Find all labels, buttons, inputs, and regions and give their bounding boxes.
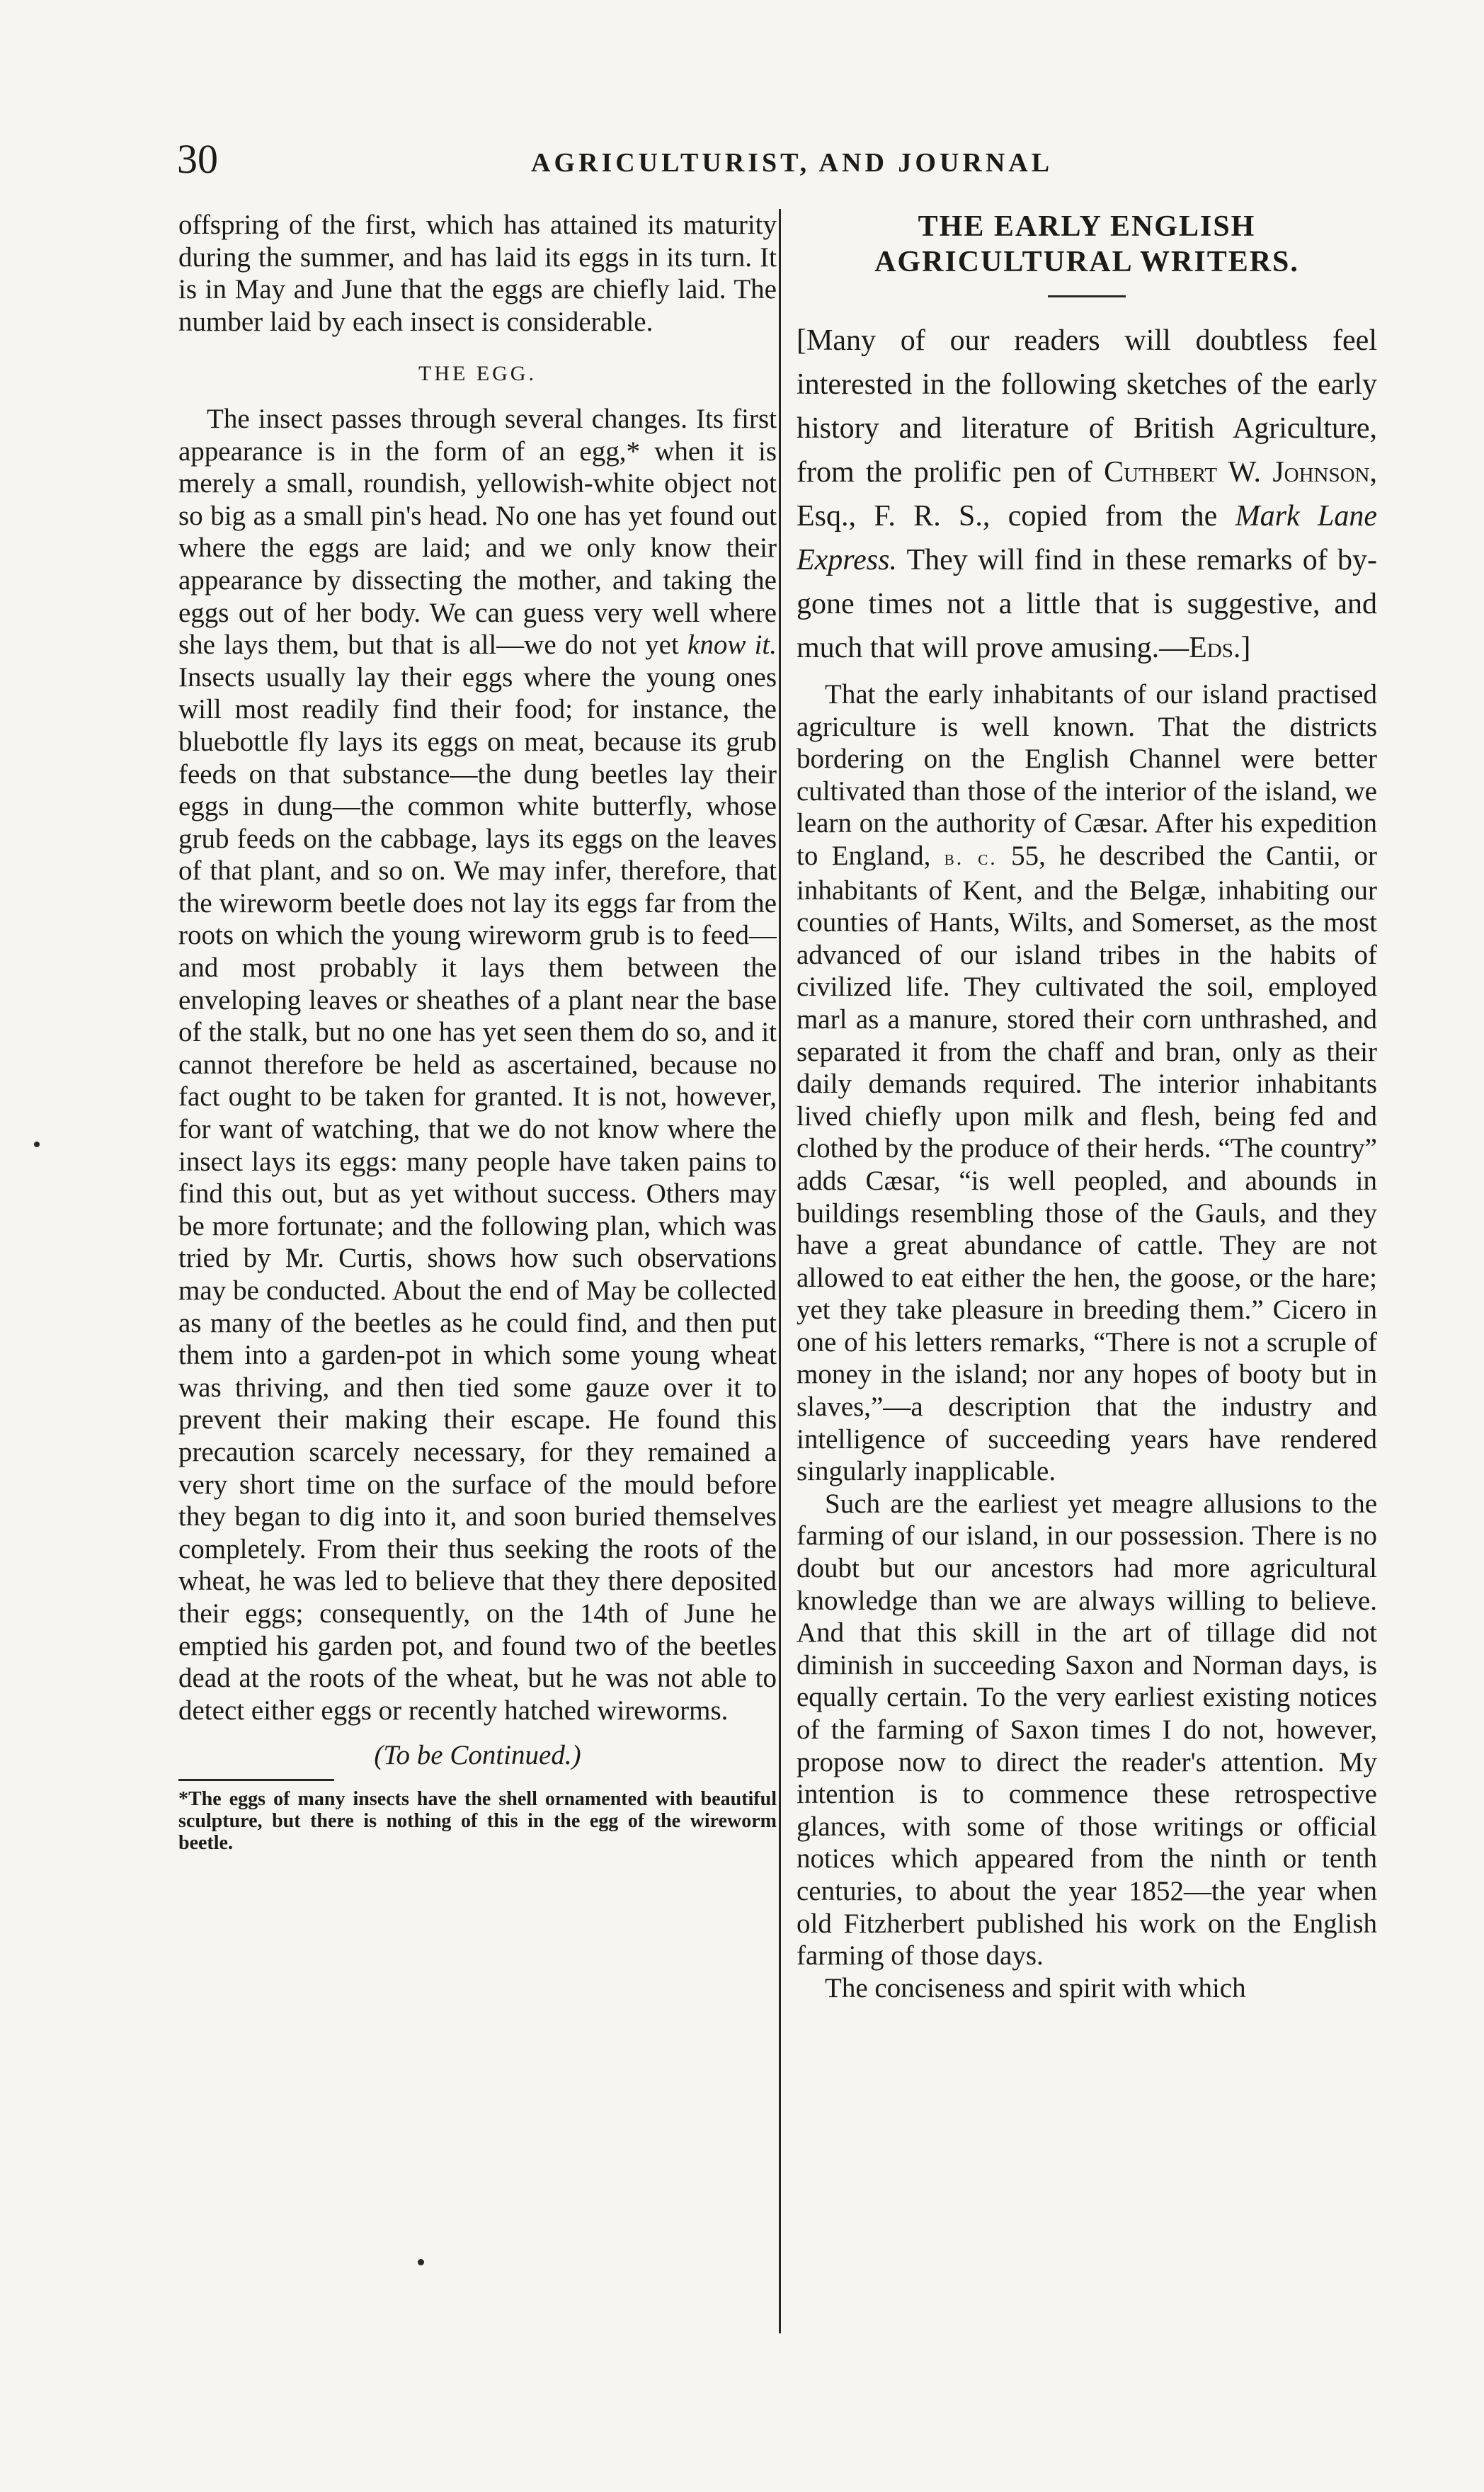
- title-rule: [1048, 295, 1126, 297]
- right-paragraph-3: The conciseness and spirit with which: [825, 1972, 1246, 2003]
- right-paragraph-1: [797, 678, 1377, 1488]
- note-author: Cuthbert W. Johnson: [1104, 456, 1370, 489]
- column-divider: [779, 209, 781, 2333]
- note-end: ]: [1240, 632, 1251, 664]
- para1-text-b: 55, he described the Cantii, or inhabitants of Kent, and the Belgæ, inhabiting our counties of Hants, Wilts, and Somerset, as the most advanced of our island tribes in the habits of civilized life. They cultivated the soil, employed marl as a manure, stored their corn unthrashed, and separated it from the chaff and bran, only as their daily demands required. The interior inhabitants lived chiefly upon milk and flesh, being fed and clothed by the produce of their herds. “The country” adds Cæsar, “is well peopled, and abounds in buildings resembling those of the Gauls, and they have a great abundance of cattle. They are not allowed to eat either the hen, the goose, or the hare; yet they take pleasure in breeding them.” Cicero in one of his letters remarks, “There is not a scruple of money in the island; nor any hopes of booty but in slaves,”—a description that the industry and intelligence of succeeding years have rendered singularly inapplicable.: [797, 840, 1377, 1487]
- running-head: [177, 138, 1381, 188]
- right-column: [797, 209, 1377, 2369]
- editor-note: [797, 319, 1377, 670]
- note-text-b: , Esq., F. R. S., copied from the: [797, 456, 1377, 533]
- note-text-a: [Many of our readers will doubtless feel interested in the following sketches of the early history and literature of British Agriculture, from the prolific pen of: [797, 324, 1377, 489]
- right-paragraph-2: Such are the earliest yet meagre allusions to the farming of our island, in our possession. There is no doubt but our ancestors had more agricultural knowledge than we are always willing to believe. And that this skill in the art of tillage did not diminish in succeeding Saxon and Norman days, is equally certain. To the very earliest existing notices of the farming of Saxon times I do not, however, propose now to direct the reader's attention. My intention is to commence these retrospective glances, with some of those writings or official notices which appeared from the ninth or tenth centuries, to about the year 1852—the year when old Fitzherbert published his work on the English farming of those days.: [797, 1488, 1377, 1972]
- egg-text-emphasis: know it.: [687, 630, 777, 661]
- para1-bc: b. c.: [944, 846, 998, 870]
- section-heading-egg: THE EGG.: [418, 362, 537, 386]
- ornament-dot: [418, 2259, 424, 2265]
- footnote: *The eggs of many insects have the shell ornamented with beautiful sculpture, but there is nothing of this in the egg of the wireworm beetle.: [178, 1787, 777, 1854]
- para1-text-a: That the early inhabitants of our island practised agriculture is well known. That the districts bordering on the English Channel were better cultivated than those of the interior of the island, we learn on the authority of Cæsar. After his expedition to England,: [797, 679, 1377, 871]
- left-column: [178, 209, 777, 2369]
- note-publication: Mark Lane Express.: [797, 500, 1377, 576]
- left-paragraph-continuation: offspring of the first, which has attained its maturity during the summer, and has laid its eggs in its turn. It is in May and June that the eggs are chiefly laid. The number laid by each insect is considerable.: [178, 210, 777, 337]
- journal-title: AGRICULTURIST, AND JOURNAL: [531, 148, 1054, 178]
- egg-text-b: Insects usually lay their eggs where the young ones will most readily find their food; for instance, the bluebottle fly lays its eggs on meat, because its grub feeds on that substance—the dung beetles lay their eggs in dung—the common white butterfly, whose grub feeds on the cabbage, lays its eggs on the leaves of that plant, and so on. We may infer, therefore, that the wireworm beetle does not lay its eggs far from the roots on which the young wireworm grub is to feed—and most probably it lays them between the enveloping leaves or sheathes of a plant near the base of the stalk, but no one has yet seen them do so, and it cannot therefore be held as ascertained, because no fact ought to be taken for granted. It is not, however, for want of watching, that we do not know where the insect lays its eggs: many people have taken pains to find this out, but as yet without success. Others may be more fortunate; and the following plan, which was tried by Mr. Curtis, shows how such observations may be conducted. About the end of May be collected as many of the beetles as he could find, and then put them into a garden-pot in which some young wheat was thriving, and then tied some gauze over it to prevent their making their escape. He found this precaution scarcely necessary, for they remained a very short time on the surface of the mould before they began to dig into it, and soon buried themselves completely. From their thus seeking the roots of the wheat, he was led to believe that they there deposited their eggs; consequently, on the 14th of June he emptied his garden pot, and found two of the beetles dead at the roots of the wheat, but he was not able to detect either eggs or recently hatched wireworms.: [178, 661, 777, 1726]
- note-eds: Eds.: [1189, 632, 1241, 664]
- footnote-rule: [178, 1779, 334, 1781]
- left-paragraph-egg: [178, 403, 777, 1726]
- stray-mark: [34, 1142, 40, 1147]
- to-be-continued: (To be Continued.): [374, 1740, 581, 1771]
- article-title: THE EARLY ENGLISH AGRICULTURAL WRITERS.: [874, 210, 1299, 278]
- egg-text-a: The insect passes through several changes. Its first appearance is in the form of an egg,* when it is merely a small, roundish, yellowish-white object not so big as a small pin's head. No one has yet found out where the eggs are laid; and we only know their appearance by dissecting the mother, and taking the eggs out of her body. We can guess very well where she lays them, but that is all—we do not yet: [178, 403, 777, 661]
- note-text-c: They will find in these remarks of by-gone times not a little that is suggestive, and much that will prove amusing.—: [797, 544, 1377, 664]
- page-number: 30: [177, 136, 218, 182]
